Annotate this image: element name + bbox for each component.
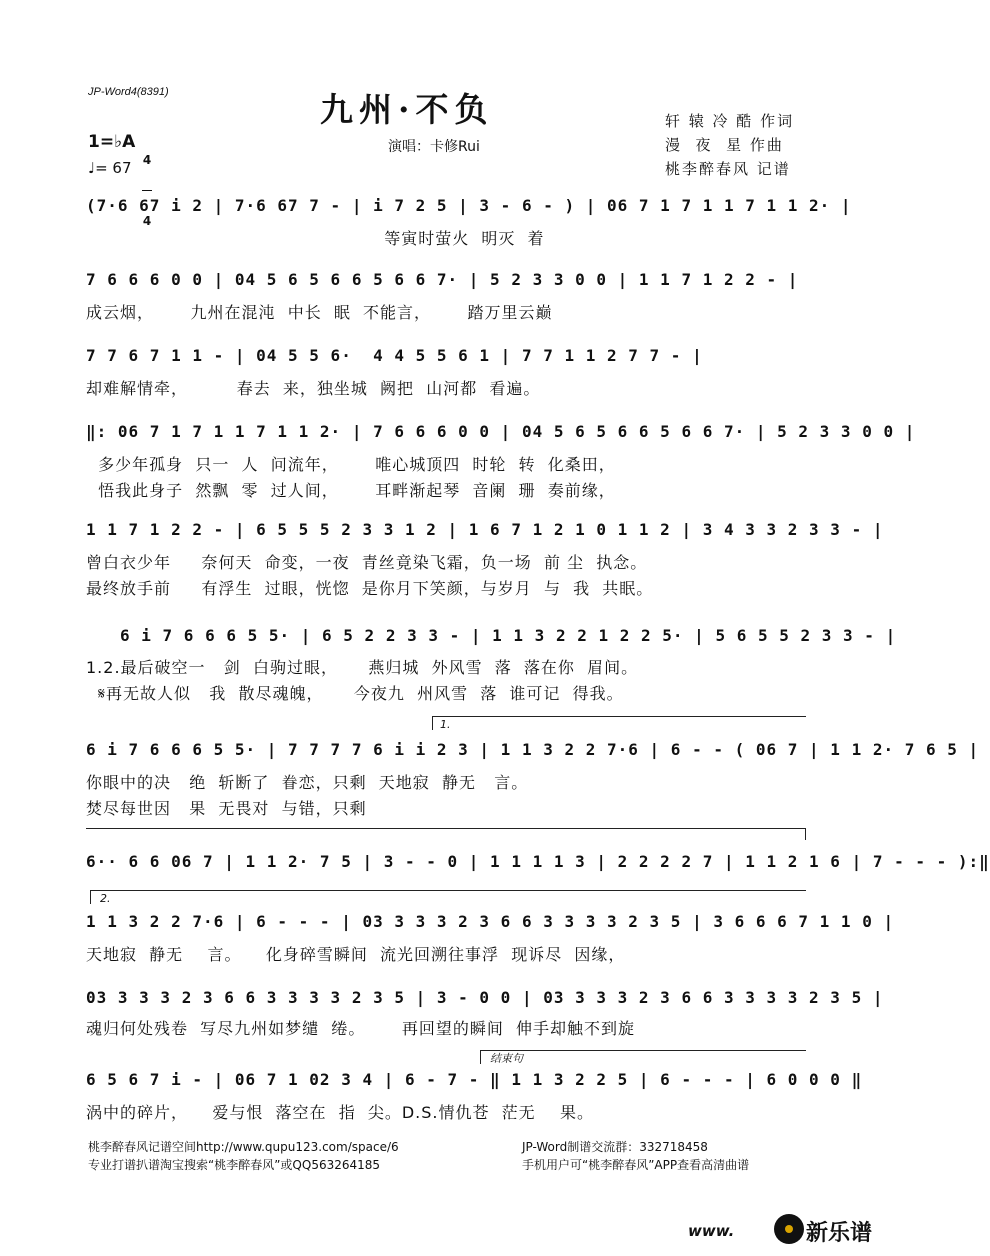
footer-website: 桃李醉春风记谱空间http://www.qupu123.com/space/6 (88, 1140, 399, 1154)
volta-1-bracket-edge (432, 716, 433, 730)
notation-line-8: 6·· 6 6 06 7 | 1 1 2· 7 5 | 3 - - 0 | 1 1 1 1 3 | 2 2 2 2 7 | 1 1 2 1 6 | 7 - - - ):‖ (86, 852, 990, 871)
source-tag: JP-Word4(8391) (88, 86, 169, 98)
notation-line-3: 7 7 6 7 1 1 - | 04 5 5 6· 4 4 5 5 6 1 | 7 7 1 1 2 7 7 - | (86, 346, 703, 365)
volta-1-continuation-edge (805, 828, 806, 840)
lyrics-line-6a: 1.2.最后破空一 剑 白驹过眼， 燕归城 外风雪 落 落在你 眉间。 (86, 658, 639, 677)
song-title: 九州·不负 (320, 90, 494, 129)
volta-2-label: 2. (100, 892, 111, 905)
notation-line-9: 1 1 3 2 2 7·6 | 6 - - - | 03 3 3 3 2 3 6 6 3 3 3 3 2 3 5 | 3 6 6 6 7 1 1 0 | (86, 912, 895, 931)
composer-credit: 漫 夜 星 作曲 (665, 136, 784, 154)
notation-line-5: 1 1 7 1 2 2 - | 6 5 5 5 2 3 3 1 2 | 1 6 7 1 2 1 0 1 1 2 | 3 4 3 3 2 3 3 - | (86, 520, 884, 539)
lyricist-credit: 轩 辕 冷 酷 作词 (665, 112, 795, 130)
ending-label: 结束句 (490, 1052, 523, 1065)
ending-bracket (480, 1050, 806, 1051)
notation-line-10: 03 3 3 3 2 3 6 6 3 3 3 3 2 3 5 | 3 - 0 0 | 03 3 3 3 2 3 6 6 3 3 3 3 2 3 5 | (86, 988, 884, 1007)
time-signature (142, 130, 152, 239)
record-disc-icon (774, 1214, 804, 1244)
lyrics-line-6b: 𝄋再无故人似 我 散尽魂魄， 今夜九 州风雪 落 谁可记 得我。 (86, 684, 624, 703)
lyrics-line-5b: 最终放手前 有浮生 过眼，恍惚 是你月下笑颜，与岁月 与 我 共眠。 (86, 579, 654, 598)
performer-credit: 演唱：卡修Rui (388, 139, 480, 155)
lyrics-line-9: 天地寂 静无 言。 化身碎雪瞬间 流光回溯往事浮 现诉尽 因缘， (86, 945, 626, 964)
transcriber-credit: 桃李醉春风 记谱 (665, 160, 791, 178)
notation-line-1: (7·6 67 i 2 | 7·6 67 7 - | i 7 2 5 | 3 - 6 - ) | 06 7 1 7 1 1 7 1 1 2· | (86, 196, 852, 215)
time-signature-bottom: 4 (142, 214, 152, 228)
lyrics-line-4a: 多少年孤身 只一 人 问流年， 唯心城顶四 时轮 转 化桑田， (86, 455, 616, 474)
volta-1-label: 1. (440, 718, 451, 731)
volta-2-bracket (90, 890, 806, 891)
volta-2-bracket-edge (90, 890, 91, 904)
lyrics-line-3: 却难解情牵， 春去 来，独坐城 阙把 山河都 看遍。 (86, 379, 541, 398)
lyrics-line-4b: 悟我此身子 然飘 零 过人间， 耳畔渐起琴 音阑 珊 奏前缘， (86, 481, 616, 500)
footer-group: JP-Word制谱交流群：332718458 (522, 1140, 708, 1154)
volta-1-bracket (432, 716, 806, 717)
logo-www-text: www. (688, 1222, 735, 1240)
notation-line-4: ‖: 06 7 1 7 1 1 7 1 1 2· | 7 6 6 6 0 0 | 04 5 6 5 6 6 5 6 6 7· | 5 2 3 3 0 0 | (86, 422, 916, 441)
key-signature: 1=♭A (88, 132, 136, 152)
time-signature-top: 4 (142, 153, 152, 167)
lyrics-line-2: 成云烟， 九州在混沌 中长 眠 不能言， 踏万里云巅 (86, 303, 553, 322)
logo-text: 新乐谱 (806, 1221, 873, 1246)
site-logo (688, 1210, 894, 1250)
volta-1-continuation (86, 828, 806, 829)
notation-line-6: 6 i 7 6 6 6 5 5· | 6 5 2 2 3 3 - | 1 1 3 2 2 1 2 2 5· | 5 6 5 5 2 3 3 - | (120, 626, 897, 645)
lyrics-line-10: 魂归何处残卷 写尽九州如梦缱 绻。 再回望的瞬间 伸手却触不到旋 (86, 1019, 636, 1038)
tempo-marking: ♩= 67 (88, 159, 132, 177)
notation-line-7: 6 i 7 6 6 6 5 5· | 7 7 7 7 6 i i 2 3 | 1 1 3 2 2 7·6 | 6 - - ( 06 7 | 1 1 2· 7 6 5 | (86, 740, 980, 759)
notation-line-11: 6 5 6 7 i - | 06 7 1 02 3 4 | 6 - 7 - ‖ 1 1 3 2 2 5 | 6 - - - | 6 0 0 0 ‖ (86, 1070, 863, 1089)
lyrics-line-11: 涡中的碎片， 爱与恨 落空在 指 尖。D.S.情仇苍 茫无 果。 (86, 1103, 595, 1122)
notation-line-2: 7 6 6 6 0 0 | 04 5 6 5 6 6 5 6 6 7· | 5 2 3 3 0 0 | 1 1 7 1 2 2 - | (86, 270, 799, 289)
lyrics-line-7a: 你眼中的决 绝 斩断了 眷恋，只剩 天地寂 静无 言。 (86, 773, 529, 792)
lyrics-line-5a: 曾白衣少年 奈何天 命变，一夜 青丝竟染飞霜，负一场 前 尘 执念。 (86, 553, 648, 572)
lyrics-line-7b: 焚尽每世因 果 无畏对 与错，只剩 (86, 799, 367, 818)
lyrics-line-1: 等寅时萤火 明灭 着 (86, 229, 545, 248)
footer-search-info: 专业打谱扒谱淘宝搜索“桃李醉春风”或QQ563264185 (88, 1158, 381, 1172)
ending-bracket-edge (480, 1050, 481, 1064)
footer-app-info: 手机用户可“桃李醉春风”APP查看高清曲谱 (522, 1158, 750, 1172)
